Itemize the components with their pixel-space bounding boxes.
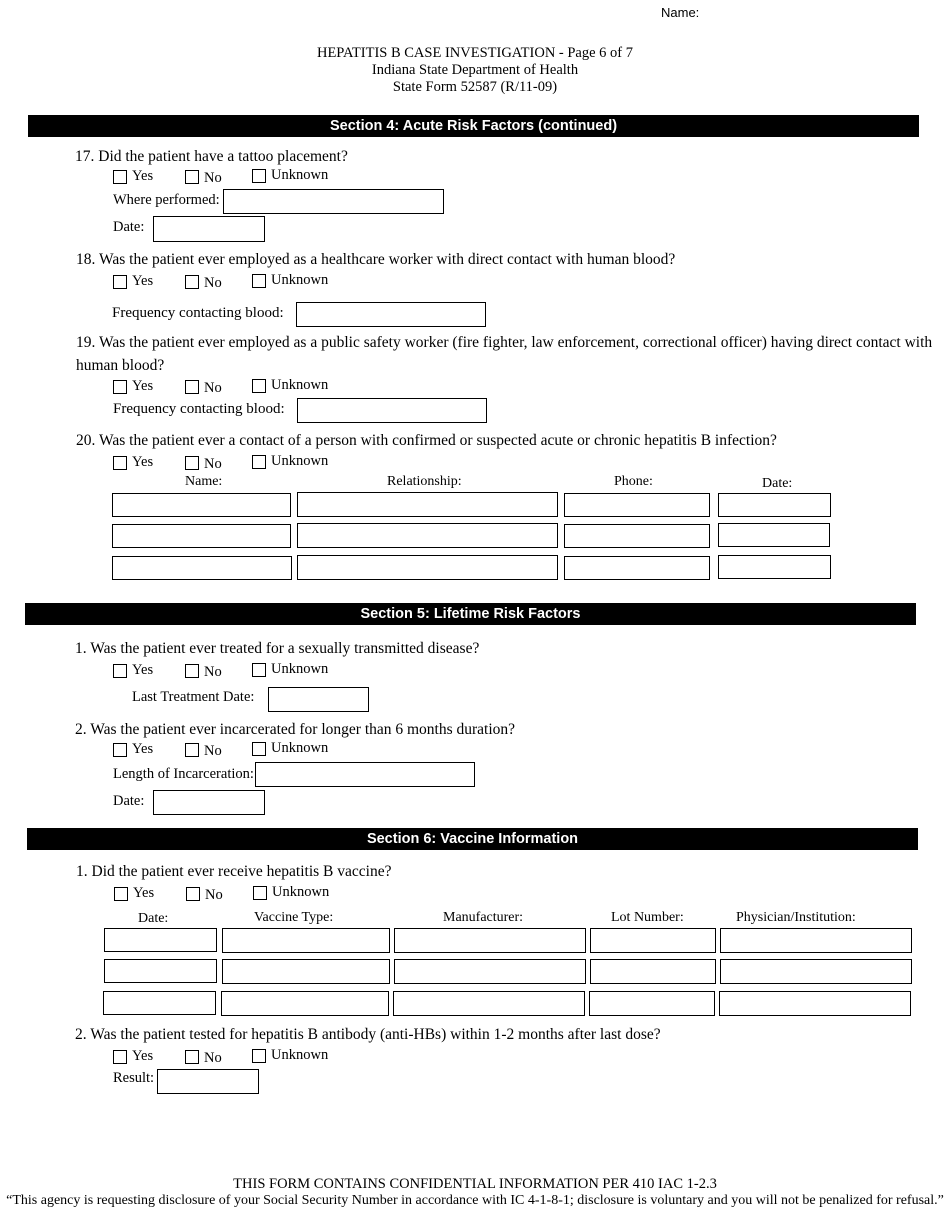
q18-no-checkbox[interactable]: [185, 275, 199, 289]
s6q1-no-label: No: [205, 887, 223, 903]
s6q2-no-label: No: [204, 1050, 222, 1066]
q17-no-label: No: [204, 170, 222, 186]
s5q1-last-treatment-label: Last Treatment Date:: [132, 689, 255, 705]
s5q2-length-label: Length of Incarceration:: [113, 766, 254, 782]
s6-question-2: 2. Was the patient tested for hepatitis B antibody (anti-HBs) within 1-2 months after last dose?: [75, 1026, 661, 1043]
s5q2-yes-label: Yes: [132, 741, 154, 757]
contact-name-field[interactable]: [112, 556, 292, 580]
s6q1-unknown-label: Unknown: [272, 884, 330, 900]
vaccine-manufacturer-field[interactable]: [394, 959, 586, 984]
form-number: State Form 52587 (R/11-09): [392, 79, 558, 95]
contact-col-name: Name:: [185, 474, 223, 489]
q19-frequency-label: Frequency contacting blood:: [113, 401, 285, 417]
s5q2-date-field[interactable]: [153, 790, 265, 815]
question-20: 20. Was the patient ever a contact of a person with confirmed or suspected acute or chronic hepatitis B infection?: [76, 432, 777, 449]
s6q1-yes-checkbox[interactable]: [114, 887, 128, 901]
q17-unknown-checkbox[interactable]: [252, 169, 266, 183]
s6q1-no-checkbox[interactable]: [186, 887, 200, 901]
s6q1-yes-label: Yes: [133, 885, 155, 901]
vaccine-col-manufacturer: Manufacturer:: [443, 910, 524, 925]
contact-phone-field[interactable]: [564, 556, 710, 580]
q20-yes-label: Yes: [132, 454, 154, 470]
q20-unknown-label: Unknown: [271, 453, 329, 469]
s6q1-unknown-checkbox[interactable]: [253, 886, 267, 900]
vaccine-physician-field[interactable]: [720, 959, 912, 984]
s5q2-no-label: No: [204, 743, 222, 759]
q18-frequency-field[interactable]: [296, 302, 486, 327]
s5q2-length-field[interactable]: [255, 762, 475, 787]
q18-unknown-label: Unknown: [271, 272, 329, 288]
vaccine-date-field[interactable]: [103, 991, 216, 1015]
vaccine-lot-number-field[interactable]: [589, 991, 715, 1016]
s5q1-no-label: No: [204, 664, 222, 680]
vaccine-type-field[interactable]: [222, 959, 390, 984]
ssn-disclosure-notice: “This agency is requesting disclosure of your Social Security Number in accordance with IC 4-1-8-1; disclosure is voluntary and you will not be penalized for refusal.”: [6, 1193, 944, 1208]
q17-date-label: Date:: [113, 219, 145, 235]
q17-unknown-label: Unknown: [271, 167, 329, 183]
s5q1-unknown-checkbox[interactable]: [252, 663, 266, 677]
s5q1-no-checkbox[interactable]: [185, 664, 199, 678]
q17-where-field[interactable]: [223, 189, 444, 214]
section-6-header: Section 6: Vaccine Information: [27, 828, 918, 850]
q18-yes-checkbox[interactable]: [113, 275, 127, 289]
s5q1-yes-checkbox[interactable]: [113, 664, 127, 678]
s5q1-last-treatment-field[interactable]: [268, 687, 369, 712]
q17-yes-label: Yes: [132, 168, 154, 184]
s6q2-no-checkbox[interactable]: [185, 1050, 199, 1064]
s6q2-yes-label: Yes: [132, 1048, 154, 1064]
vaccine-lot-number-field[interactable]: [590, 928, 716, 953]
contact-relationship-field[interactable]: [297, 555, 558, 580]
question-19-line-1: 19. Was the patient ever employed as a public safety worker (fire fighter, law enforcement, correctional officer) having direct contact with: [76, 334, 933, 351]
s6q2-result-label: Result:: [113, 1070, 155, 1086]
contact-relationship-field[interactable]: [297, 492, 558, 517]
q20-yes-checkbox[interactable]: [113, 456, 127, 470]
contact-phone-field[interactable]: [564, 493, 710, 517]
s6q2-yes-checkbox[interactable]: [113, 1050, 127, 1064]
contact-col-date: Date:: [762, 476, 793, 491]
s5q2-unknown-checkbox[interactable]: [252, 742, 266, 756]
q17-no-checkbox[interactable]: [185, 170, 199, 184]
contact-date-field[interactable]: [718, 523, 830, 547]
contact-phone-field[interactable]: [564, 524, 710, 548]
vaccine-col-physician: Physician/Institution:: [736, 910, 856, 925]
vaccine-physician-field[interactable]: [719, 991, 911, 1016]
question-17: 17. Did the patient have a tattoo placement?: [75, 148, 348, 165]
question-19-line-2: human blood?: [76, 357, 165, 374]
vaccine-col-date: Date:: [138, 911, 169, 926]
contact-name-field[interactable]: [112, 493, 291, 517]
section-5-header: Section 5: Lifetime Risk Factors: [25, 603, 916, 625]
s6q2-unknown-checkbox[interactable]: [252, 1049, 266, 1063]
q20-no-checkbox[interactable]: [185, 456, 199, 470]
vaccine-type-field[interactable]: [222, 928, 390, 953]
q18-yes-label: Yes: [132, 273, 154, 289]
q19-no-label: No: [204, 380, 222, 396]
vaccine-type-field[interactable]: [221, 991, 389, 1016]
q20-unknown-checkbox[interactable]: [252, 455, 266, 469]
q19-yes-label: Yes: [132, 378, 154, 394]
agency-name: Indiana State Department of Health: [371, 62, 579, 78]
q18-frequency-label: Frequency contacting blood:: [112, 305, 284, 321]
s5q2-unknown-label: Unknown: [271, 740, 329, 756]
q19-unknown-checkbox[interactable]: [252, 379, 266, 393]
vaccine-col-lot-number: Lot Number:: [611, 910, 684, 925]
s5q2-yes-checkbox[interactable]: [113, 743, 127, 757]
q18-unknown-checkbox[interactable]: [252, 274, 266, 288]
q17-yes-checkbox[interactable]: [113, 170, 127, 184]
contact-col-relationship: Relationship:: [387, 474, 462, 489]
s5-question-2: 2. Was the patient ever incarcerated for longer than 6 months duration?: [75, 721, 516, 738]
q18-no-label: No: [204, 275, 222, 291]
q20-no-label: No: [204, 456, 222, 472]
vaccine-lot-number-field[interactable]: [590, 959, 716, 984]
q19-no-checkbox[interactable]: [185, 380, 199, 394]
patient-name-label: Name:: [661, 5, 700, 20]
q17-where-label: Where performed:: [113, 192, 220, 208]
contact-relationship-field[interactable]: [297, 523, 558, 548]
q19-unknown-label: Unknown: [271, 377, 329, 393]
contact-col-phone: Phone:: [614, 474, 653, 489]
contact-name-field[interactable]: [112, 524, 291, 548]
contact-date-field[interactable]: [718, 555, 831, 579]
vaccine-manufacturer-field[interactable]: [394, 928, 586, 953]
vaccine-date-field[interactable]: [104, 959, 217, 983]
s6q2-unknown-label: Unknown: [271, 1047, 329, 1063]
vaccine-date-field[interactable]: [104, 928, 217, 952]
section-4-header: Section 4: Acute Risk Factors (continued): [28, 115, 919, 137]
confidential-notice: THIS FORM CONTAINS CONFIDENTIAL INFORMATION PER 410 IAC 1-2.3: [233, 1176, 717, 1192]
s5-question-1: 1. Was the patient ever treated for a sexually transmitted disease?: [75, 640, 480, 657]
s5q2-no-checkbox[interactable]: [185, 743, 199, 757]
question-18: 18. Was the patient ever employed as a healthcare worker with direct contact with human blood?: [76, 251, 676, 268]
s5q1-unknown-label: Unknown: [271, 661, 329, 677]
q19-yes-checkbox[interactable]: [113, 380, 127, 394]
vaccine-physician-field[interactable]: [720, 928, 912, 953]
vaccine-manufacturer-field[interactable]: [393, 991, 585, 1016]
s6-question-1: 1. Did the patient ever receive hepatitis B vaccine?: [76, 863, 392, 880]
s5q2-date-label: Date:: [113, 793, 145, 809]
form-title: HEPATITIS B CASE INVESTIGATION - Page 6 of 7: [316, 45, 634, 61]
contact-date-field[interactable]: [718, 493, 831, 517]
vaccine-col-type: Vaccine Type:: [254, 910, 334, 925]
s5q1-yes-label: Yes: [132, 662, 154, 678]
q17-date-field[interactable]: [153, 216, 265, 242]
q19-frequency-field[interactable]: [297, 398, 487, 423]
s6q2-result-field[interactable]: [157, 1069, 259, 1094]
